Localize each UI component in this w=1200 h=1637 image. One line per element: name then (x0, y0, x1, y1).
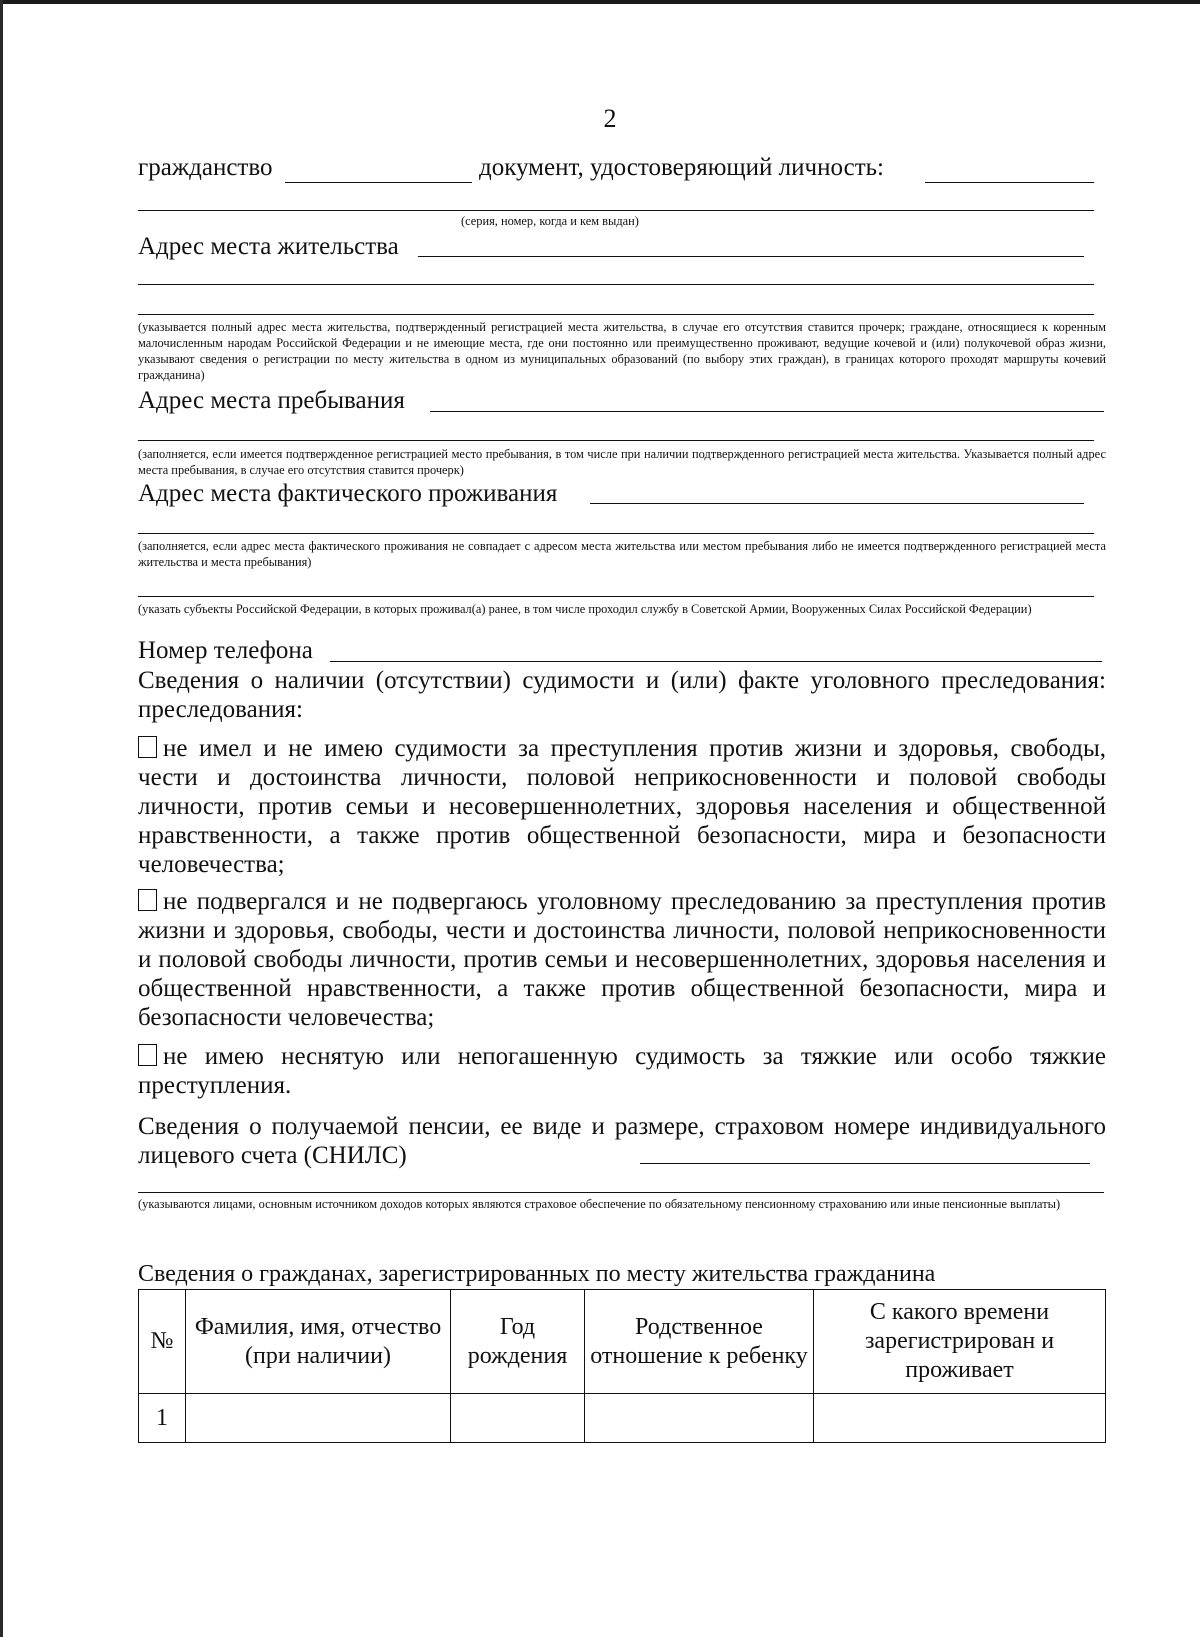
pension-hint: (указываются лицами, основным источником доходов которых являются страховое обеспечение по обязательному пенсионному страхованию или иные пенсионные выплаты) (138, 1197, 1061, 1211)
id-document-label: документ, удостоверяющий личность: (479, 154, 884, 181)
registered-table (138, 1289, 1106, 1443)
criminal-option-3: не имею неснятую или непогашенную судимость за тяжкие или особо тяжкие преступления. (138, 1043, 1106, 1099)
criminal-option-1: не имел и не имею судимости за преступления против жизни и здоровья, свободы, чести и достоинства личности, половой неприкосновенности и половой свободы личности, против семьи и несовершеннолетних, здоровья населения и общественной нравственности, а также против общественной безопасности, мира и безопасности человечества; (138, 735, 1106, 878)
actual-address-field[interactable] (590, 503, 1084, 504)
residence-hint: (указывается полный адрес места жительства, подтвержденный регистрацией места жительства, в случае его отсутствия ставится прочерк; граждане, относящиеся к коренным малочисленным народам Российской Федерации и не имеющие места, где они постоянно или преимущественно проживают, ведущие кочевой и (или) полукочевой образ жизни, указывают сведения о регистрации по месту жительства в одном из муниципальных образований (по выбору этих граждан), в границах которого проходят маршруты кочевий гражданина) (138, 320, 1106, 382)
col-header-registered-since: С какого времени зарегистрирован и проживает (814, 1290, 1106, 1394)
checkbox-option-2[interactable] (138, 889, 157, 911)
table-row (139, 1394, 1106, 1443)
cell-full-name[interactable] (186, 1394, 451, 1443)
scan-border-left (0, 0, 3, 1637)
col-header-relation: Родственное отношение к ребенку (585, 1290, 814, 1394)
residence-field-line-2[interactable] (138, 284, 1094, 285)
residence-field-line-3[interactable] (138, 314, 1094, 315)
criminal-option-2: не подвергался и не подвергаюсь уголовному преследованию за преступления против жизни и здоровья, свободы, чести и достоинства личности, половой неприкосновенности и половой свободы личности, против семьи и несовершеннолетних, здоровья населения и общественной нравственности, а также против общественной безопасности, мира и безопасности человечества; (138, 888, 1106, 1031)
residence-label: Адрес места жительства (138, 233, 399, 260)
col-header-birth-year: Год рождения (451, 1290, 585, 1394)
checkbox-option-3[interactable] (138, 1044, 157, 1066)
stay-field-line-2[interactable] (138, 440, 1094, 441)
pension-field[interactable] (640, 1163, 1090, 1164)
cell-relation[interactable] (585, 1394, 814, 1443)
cell-number: 1 (139, 1394, 186, 1443)
residence-field[interactable] (418, 256, 1084, 257)
citizenship-label: гражданство (138, 154, 273, 181)
id-document-hint: (серия, номер, когда и кем выдан) (461, 214, 639, 228)
actual-address-hint: (заполняется, если адрес места фактического проживания не совпадает с адресом места жительства или местом пребывания либо не имеется подтвержденного регистрацией места жительства и места пребывания) (138, 539, 1106, 569)
phone-label: Номер телефона (138, 637, 313, 664)
col-header-number: № (139, 1290, 186, 1394)
actual-address-field-line-2[interactable] (138, 533, 1094, 534)
col-header-full-name: Фамилия, имя, отчество (при наличии) (186, 1290, 451, 1394)
stay-hint: (заполняется, если имеется подтвержденное регистрацией место пребывания, в том числе при наличии подтвержденного регистрацией места жительства. Указывается полный адрес места пребывания, в случае его отсутствия ставится прочерк) (138, 447, 1106, 477)
stay-label: Адрес места пребывания (138, 387, 405, 414)
table-header-row (139, 1290, 1106, 1394)
cell-birth-year[interactable] (451, 1394, 585, 1443)
previous-regions-hint: (указать субъекты Российской Федерации, в которых проживал(а) ранее, в том числе проходил службу в Советской Армии, Вооруженных Силах Российской Федерации) (138, 602, 1032, 616)
criminal-heading-line-2: преследования: (138, 696, 303, 723)
id-document-field-line-2[interactable] (138, 210, 1094, 211)
phone-field[interactable] (330, 661, 1102, 662)
scan-border-top (0, 0, 1200, 4)
pension-field-line-2[interactable] (138, 1192, 1104, 1193)
criminal-heading-line-1: Сведения о наличии (отсутствии) судимости и (или) факте уголовного преследования: (138, 667, 1106, 694)
actual-address-label: Адрес места фактического проживания (138, 480, 558, 507)
previous-regions-field[interactable] (138, 596, 1094, 597)
cell-registered-since[interactable] (814, 1394, 1106, 1443)
id-document-field[interactable] (925, 182, 1094, 183)
page-number: 2 (603, 104, 617, 133)
stay-field[interactable] (430, 411, 1104, 412)
pension-label: Сведения о получаемой пенсии, ее виде и размере, страховом номере индивидуального лицевого счета (СНИЛС) (138, 1113, 1106, 1169)
registered-title: Сведения о гражданах, зарегистрированных по месту жительства гражданина (138, 1261, 936, 1287)
citizenship-field[interactable] (285, 182, 472, 183)
checkbox-option-1[interactable] (138, 736, 157, 758)
